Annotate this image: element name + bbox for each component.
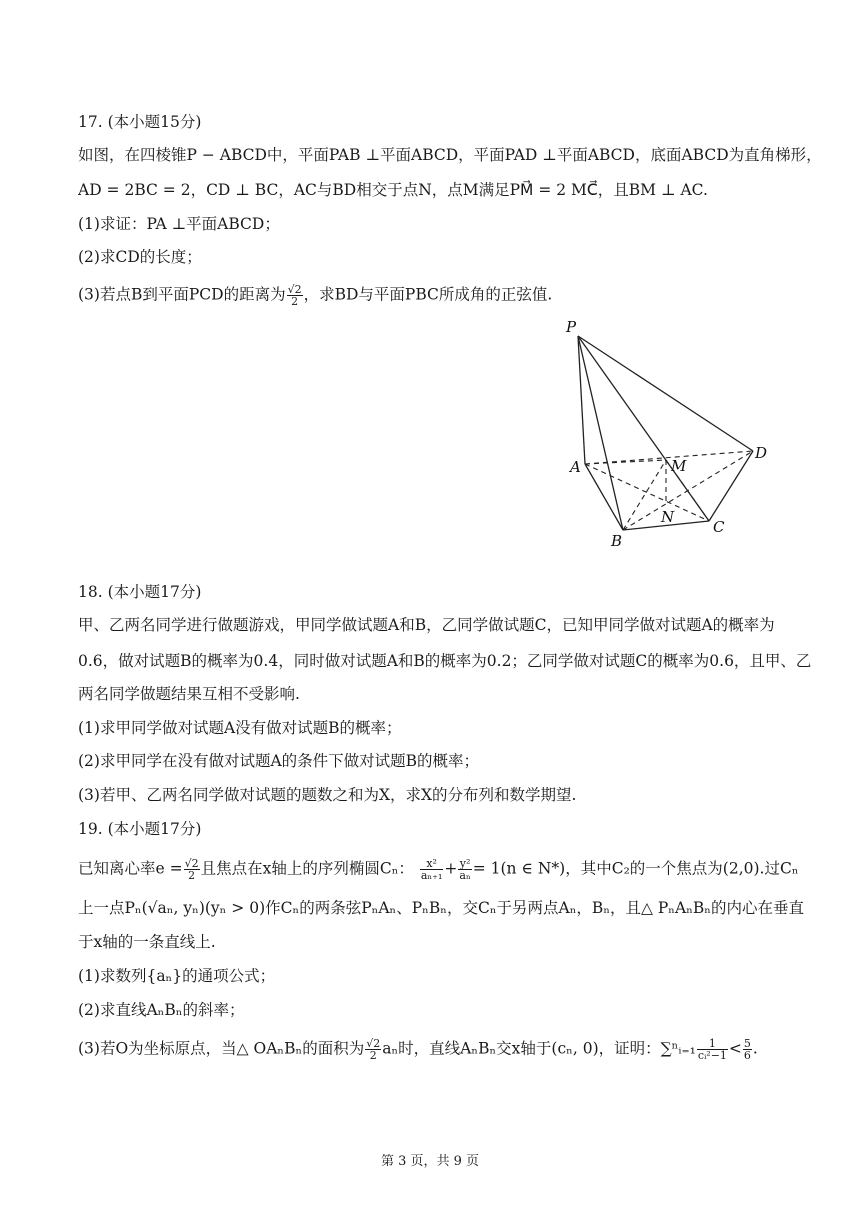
label-P: P [566, 318, 577, 336]
q17-part2: (2)求CD的长度； [78, 248, 202, 266]
page-footer: 第 3 页，共 9 页 [380, 1154, 480, 1169]
q17-part3-pre: (3)若点B到平面PCD的距离为 [78, 285, 286, 304]
fraction-denominator: 2 [369, 1049, 377, 1062]
q18-part2: (2)求甲同学在没有做对试题A的条件下做对试题B的概率； [78, 752, 480, 770]
q18-line2: 0.6，做对试题B的概率为0.4，同时做对试题A和B的概率为0.2；乙同学做对试题C的概率为0.6，且甲、乙 [78, 652, 812, 670]
fraction-denominator: 2 [188, 869, 196, 882]
q18-part1: (1)求甲同学做对试题A没有做对试题B的概率； [78, 719, 402, 737]
label-B: B [611, 532, 623, 550]
fraction-numerator: √2 [366, 1037, 381, 1050]
fraction-denominator: aₙ [459, 869, 471, 882]
q18-line1: 甲、乙两名同学进行做题游戏，甲同学做试题A和B，乙同学做试题C，已知甲同学做对试题A的概率为 [78, 616, 775, 634]
q19-less-than: < [728, 1039, 742, 1058]
fraction-numerator: √2 [184, 857, 199, 870]
fraction-denominator: aₙ₊₁ [420, 869, 443, 882]
fraction-numerator: 5 [743, 1037, 751, 1050]
q19-line2: 上一点Pₙ(√aₙ, yₙ)(yₙ > 0)作Cₙ的两条弦PₙAₙ、PₙBₙ，交Cₙ于另两点Aₙ，Bₙ，且△ PₙAₙBₙ的内心在垂直 [78, 899, 804, 917]
q18-part3: (3)若甲、乙两名同学做对试题的题数之和为X，求X的分布列和数学期望. [78, 786, 577, 804]
fraction-numerator: x² [420, 858, 444, 870]
fraction-numerator: y² [459, 857, 471, 870]
q17-part1: (1)求证：PA ⊥平面ABCD； [78, 215, 280, 233]
q18-line3: 两名同学做题结果互相不受影响. [78, 685, 300, 703]
fraction-numerator: 1 [697, 1038, 728, 1050]
q19-line1 [78, 858, 799, 881]
q18-header: 18. (本小题17分) [78, 583, 202, 601]
q17-part3-post: ，求BD与平面PBC所成角的正弦值. [303, 285, 553, 304]
q19-line1-a: 已知离心率e = [78, 859, 183, 878]
q19-ellipse-y-fraction [458, 858, 471, 881]
q19-part1: (1)求数列{aₙ}的通项公式； [78, 967, 276, 985]
q19-bound-fraction [743, 1038, 752, 1061]
label-C: C [713, 518, 725, 536]
q19-line1-b: 且焦点在x轴上的序列椭圆Cₙ： [200, 859, 414, 878]
q19-eccentricity-fraction [184, 858, 200, 881]
fraction-denominator: 6 [743, 1049, 751, 1062]
q19-part2: (2)求直线AₙBₙ的斜率； [78, 1001, 245, 1019]
q19-area-fraction [365, 1038, 381, 1061]
fraction-denominator: 2 [291, 295, 299, 308]
q19-period: . [752, 1039, 758, 1058]
q17-line1: 如图，在四棱锥P − ABCD中，平面PAB ⊥平面ABCD，平面PAD ⊥平面ABCD，底面ABCD为直角梯形， [78, 146, 822, 164]
q19-line3: 于x轴的一条直线上. [78, 933, 216, 951]
q19-part3-a: (3)若O为坐标原点，当△ OAₙBₙ的面积为 [78, 1039, 365, 1058]
label-A: A [570, 458, 581, 476]
label-N: N [661, 508, 675, 526]
q17-header: 17. (本小题15分) [78, 113, 202, 131]
label-M: M [671, 457, 687, 475]
q19-plus: + [444, 859, 458, 878]
fraction-numerator: √2 [287, 283, 302, 296]
q19-part3-b: aₙ时，直线AₙBₙ交x轴于(cₙ, 0)，证明：∑ⁿᵢ₌₁ [382, 1039, 696, 1058]
q17-line2: AD = 2BC = 2，CD ⊥ BC，AC与BD相交于点N，点M满足PM⃗ = 2 MC⃗，且BM ⊥ AC. [78, 181, 708, 199]
fraction-denominator: cᵢ²−1 [697, 1049, 727, 1062]
q19-part3 [78, 1038, 758, 1061]
q19-ellipse-x-fraction [420, 858, 444, 881]
q19-line1-c: = 1(n ∈ N*)，其中C₂的一个焦点为(2,0).过Cₙ [472, 859, 799, 878]
q19-sum-fraction [697, 1038, 728, 1061]
label-D: D [755, 444, 768, 462]
q19-header: 19. (本小题17分) [78, 820, 202, 838]
